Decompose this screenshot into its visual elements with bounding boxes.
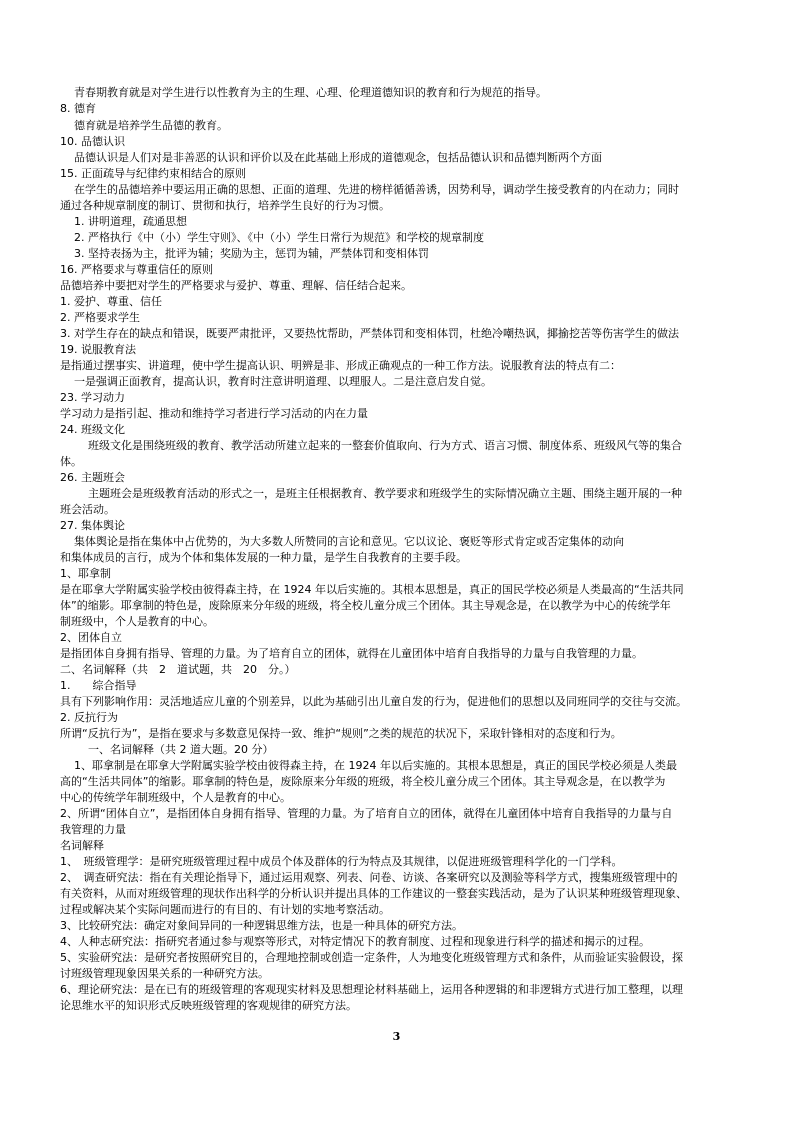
section-heading: 10. 品德认识: [60, 135, 125, 148]
text-line: 是指通过摆事实、讲道理，使中学生提高认识、明辨是非、形成正确观点的一种工作方法。说服教育法的特点有二：: [60, 359, 621, 372]
text-line: 论思维水平的知识形式反映班级管理的客观规律的研究方法。: [60, 999, 357, 1012]
text-line: 具有下列影响作用：灵活地适应儿童的个别差异，以此为基础引出儿童自发的行为，促进他们的思想以及同班同学的交往与交流。: [60, 695, 687, 708]
section-heading: 15. 正面疏导与纪律约束相结合的原则: [60, 167, 246, 180]
text-line: 6、理论研究法：是在已有的班级管理的客观现实材料及思想理论材料基础上，运用各种逻辑的和非逻辑方式进行加工整理，以理: [60, 983, 683, 996]
section-heading: 一、名词解释（共 2 道大题。20 分）: [88, 743, 274, 756]
text-line: 高的“生活共同体”的缩影。耶拿制的特色是，废除原来分年级的班级，将全校儿童分成三个团体。其主导观念是，在以教学为: [60, 775, 666, 788]
text-line: 1、耶拿制是在耶拿大学附属实验学校由彼得森主持，在 1924 年以后实施的。其根本思想是，真正的国民学校必须是人类最: [74, 759, 677, 772]
section-heading: 24. 班级文化: [60, 423, 125, 436]
text-line: 体”的缩影。耶拿制的特色是，废除原来分年级的班级，将全校儿童分成三个团体。其主导观念是，在以教学为中心的传统学年: [60, 599, 671, 612]
text-line: 1、 班级管理学：是研究班级管理过程中成员个体及群体的行为特点及其规律，以促进班级管理科学化的一门学科。: [60, 855, 623, 868]
text-line: 2、所谓“团体自立”，是指团体自身拥有指导、管理的力量。为了培育自立的团体，就得在儿童团体中培育自我指导的力量与自: [60, 807, 673, 820]
text-line: 中心的传统学年制班级中，个人是教育的中心。: [60, 791, 291, 804]
text-line: 5、实验研究法：是研究者按照研究目的，合理地控制或创造一定条件，人为地变化班级管理方式和条件，从而验证实验假设，探: [60, 951, 683, 964]
text-line: 过程或解决某个实际问题而进行的有目的、有计划的实地考察活动。: [60, 903, 390, 916]
section-heading: 名词解释: [60, 839, 104, 852]
section-heading: 1、耶拿制: [60, 567, 111, 580]
text-line: 3、比较研究法：确定对象间异同的一种逻辑思维方法，也是一种具体的研究方法。: [60, 919, 463, 932]
section-heading: 2、团体自立: [60, 631, 122, 644]
list-item: 1. 讲明道理，疏通思想: [74, 215, 187, 228]
text-line: 通过各种规章制度的制订、贯彻和执行，培养学生良好的行为习惯。: [60, 199, 390, 212]
text-line: 品德培养中要把对学生的严格要求与爱护、尊重、理解、信任结合起来。: [60, 279, 412, 292]
text-line: 德育就是培养学生品德的教育。: [74, 119, 228, 132]
section-heading: 1. 综合指导: [60, 679, 137, 692]
section-heading: 16. 严格要求与尊重信任的原则: [60, 263, 213, 276]
section-heading: 2. 反抗行为: [60, 711, 118, 724]
text-line: 有关资料，从而对班级管理的现状作出科学的分析认识并提出具体的工作建议的一整套实践活动，是为了认识某种班级管理现象、: [60, 887, 687, 900]
text-line: 班级文化是围绕班级的教育、教学活动所建立起来的一整套价值取向、行为方式、语言习惯、制度体系、班级风气等的集合: [88, 439, 682, 452]
text-line: 讨班级管理现象因果关系的一种研究方法。: [60, 967, 269, 980]
text-line: 4、人种志研究法：指研究者通过参与观察等形式，对特定情况下的教育制度、过程和现象进行科学的描述和揭示的过程。: [60, 935, 650, 948]
text-line: 青春期教育就是对学生进行以性教育为主的生理、心理、伦理道德知识的教育和行为规范的指导。: [74, 86, 547, 99]
text-line: 制班级中，个人是教育的中心。: [60, 615, 214, 628]
text-line: 学习动力是指引起、推动和维持学习者进行学习活动的内在力量: [60, 407, 368, 420]
text-line: 班会活动。: [60, 503, 115, 516]
list-item: 2. 严格执行《中（小）学生守则》、《中（小）学生日常行为规范》和学校的规章制度: [74, 231, 484, 244]
text-line: 集体舆论是指在集体中占优势的，为大多数人所赞同的言论和意见。它以议论、褒贬等形式肯定或否定集体的动向: [74, 535, 624, 548]
page-number: 3: [392, 1030, 401, 1043]
section-heading: 8. 德育: [60, 102, 96, 115]
section-heading: 26. 主题班会: [60, 471, 125, 484]
section-heading: 23. 学习动力: [60, 391, 125, 404]
text-line: 在学生的品德培养中要运用正确的思想、正面的道理、先进的榜样循循善诱，因势利导，调动学生接受教育的内在动力；同时: [74, 183, 679, 196]
section-heading: 19. 说服教育法: [60, 343, 136, 356]
list-item: 1. 爱护、尊重、信任: [60, 295, 162, 308]
text-line: 和集体成员的言行，成为个体和集体发展的一种力量，是学生自我教育的主要手段。: [60, 551, 467, 564]
text-line: 所谓“反抗行为”，是指在要求与多数意见保持一致、维护“规则”之类的规范的状况下，采取针锋相对的态度和行为。: [60, 727, 622, 740]
text-line: 主题班会是班级教育活动的形式之一，是班主任根据教育、教学要求和班级学生的实际情况确立主题、围绕主题开展的一种: [88, 487, 682, 500]
text-line: 品德认识是人们对是非善恶的认识和评价以及在此基础上形成的道德观念，包括品德认识和品德判断两个方面: [74, 151, 602, 164]
text-line: 2、 调查研究法：指在有关理论指导下，通过运用观察、列表、问卷、访谈、各案研究以及测验等科学方式，搜集班级管理中的: [60, 871, 678, 884]
text-line: 体。: [60, 455, 82, 468]
text-line: 一是强调正面教育，提高认识，教育时注意讲明道理、以理服人。二是注意启发自觉。: [74, 375, 492, 388]
text-line: 我管理的力量: [60, 823, 126, 836]
text-line: 是在耶拿大学附属实验学校由彼得森主持，在 1924 年以后实施的。其根本思想是，真正的国民学校必须是人类最高的“生活共同: [60, 583, 684, 596]
section-heading: 二、名词解释（共 2 道试题，共 20 分。）: [60, 663, 296, 676]
list-item: 3. 对学生存在的缺点和错误，既要严肃批评，又要热忱帮助，严禁体罚和变相体罚，杜绝冷嘲热讽，揶揄挖苦等伤害学生的做法: [60, 327, 679, 340]
list-item: 2. 严格要求学生: [60, 311, 140, 324]
section-heading: 27. 集体舆论: [60, 519, 125, 532]
list-item: 3. 坚持表扬为主，批评为辅；奖励为主，惩罚为辅，严禁体罚和变相体罚: [74, 247, 429, 260]
text-line: 是指团体自身拥有指导、管理的力量。为了培育自立的团体，就得在儿童团体中培育自我指导的力量与自我管理的力量。: [60, 647, 643, 660]
